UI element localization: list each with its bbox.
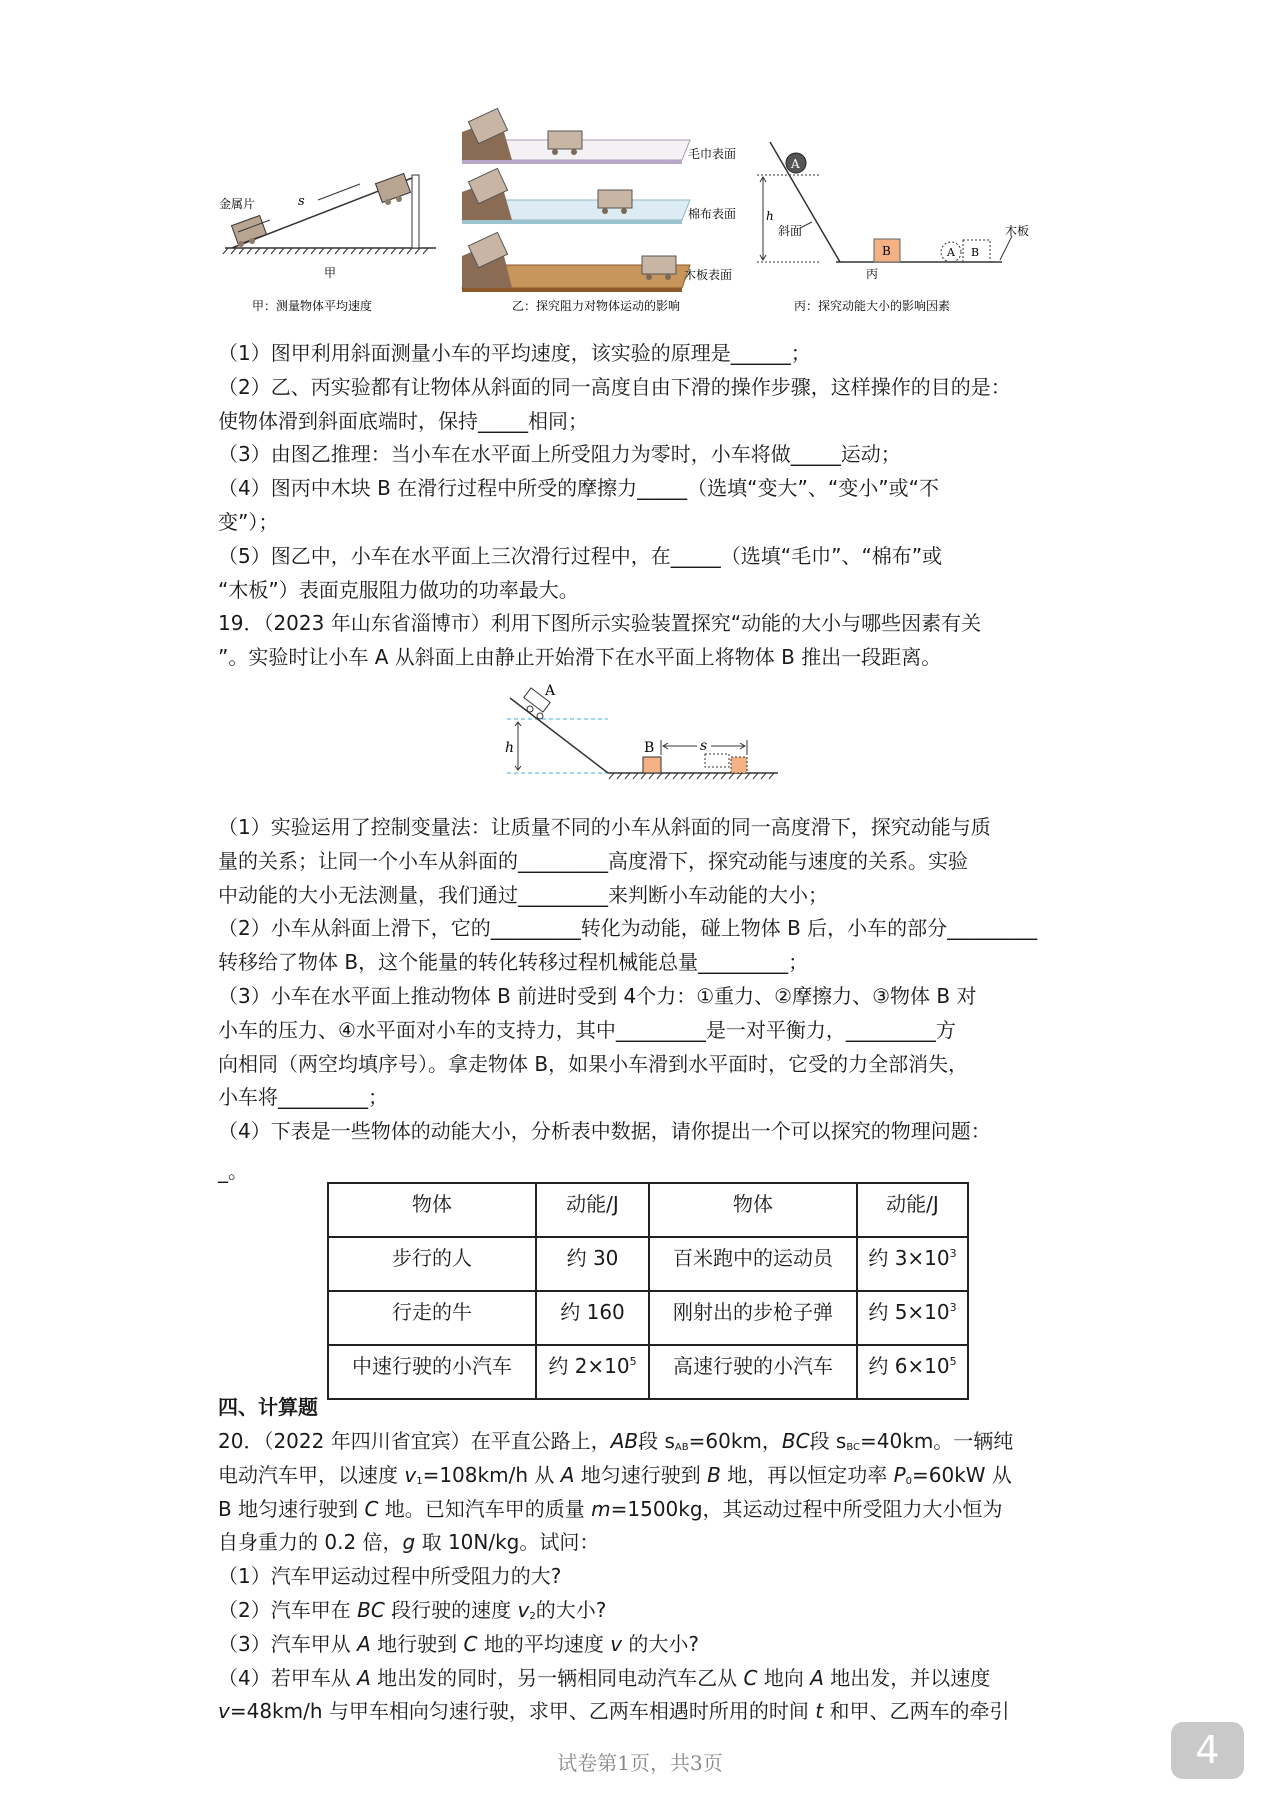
s-label: s [298,194,305,209]
surface-cotton [462,168,690,224]
block-b-label: B [644,740,655,756]
math-variable: A [357,1632,371,1656]
table-cell [536,1345,649,1399]
text-line [218,883,828,907]
table-cell [328,1345,536,1399]
math-variable: v [218,1699,230,1723]
text-run: 20．（2022 年四川省宜宾）在平直公路上， [218,1429,611,1453]
text-run: 变”）； [218,510,279,534]
text-run: 小车将_________； [218,1085,388,1109]
table-header: 动能/J [536,1183,649,1237]
text-line [218,815,991,839]
text-run: 约 2×10 [548,1354,630,1378]
slope-label: 斜面 [778,224,803,238]
text-run: 使物体滑到斜面底端时，保持_____相同； [218,409,588,433]
text-run: （2）小车从斜面上滑下，它的_________转化为动能，碰上物体 B 后，小车的部分_________ [218,916,1038,940]
s-label: s [700,738,708,754]
ghost-ball-label: A [947,246,955,259]
math-variable: g [402,1530,416,1554]
math-variable: AB [610,1429,639,1453]
text-line [218,1632,699,1656]
superscript: 3 [949,1301,957,1314]
text-run: 段 s [809,1429,847,1453]
text-run: _。 [218,1159,248,1183]
text-run: 向相同（两空均填序号）。拿走物体 B，如果小车滑到水平面时，它受的力全部消失， [218,1052,969,1076]
text-run: 段行驶的速度 [384,1598,518,1622]
math-variable: C [743,1666,758,1690]
text-line [218,1530,599,1554]
text-run: 19．（2023 年山东省淄博市）利用下图所示实验装置探究“动能的大小与哪些因素有关 [218,611,982,635]
table-row [328,1291,968,1345]
text-run: =60kW 从 [912,1463,1012,1487]
text-line [218,341,811,365]
table-cell [857,1345,968,1399]
table-cell [328,1237,536,1291]
text-run: 小车的压力、④水平面对小车的支持力，其中_________是一对平衡力，_________方 [218,1018,956,1042]
text-run: =1500kg，其运动过程中所受阻力大小恒为 [610,1497,1003,1521]
text-run: （4）图丙中木块 B 在滑行过程中所受的摩擦力_____（选填“变大”、“变小”或“不 [218,476,939,500]
text-run: 地的平均速度 [477,1632,611,1656]
figure-q19 [0,680,1280,800]
cart-icon [375,173,410,205]
text-run: 刚射出的步枪子弹 [673,1300,833,1324]
text-run: 的大小? [622,1632,700,1656]
table-cell [649,1291,857,1345]
table-header: 物体 [649,1183,857,1237]
text-line [218,1429,1013,1460]
math-variable: t [815,1699,824,1723]
text-run: 的大小? [535,1598,607,1622]
text-line [218,1564,561,1588]
subscript: 2 [529,1611,536,1622]
surface-label-wood: 木板表面 [684,268,733,282]
text-run: 地行驶到 [370,1632,464,1656]
text-run: （1）图甲利用斜面测量小车的平均速度，该实验的原理是______； [218,341,811,365]
text-line [218,544,942,568]
text-run: 自身重力的 0.2 倍， [218,1530,403,1554]
math-variable: m [591,1497,611,1521]
text-run: （4）下表是一些物体的动能大小，分析表中数据，请你提出一个可以探究的物理问题： [218,1119,991,1143]
text-run: 高速行驶的小汽车 [673,1354,833,1378]
text-run: =60km， [688,1429,782,1453]
fig-jia-label: 甲 [324,266,337,280]
table-cell [649,1345,857,1399]
text-run: 地出发的同时，另一辆相同电动汽车乙从 [370,1666,744,1690]
text-run: B 地匀速行驶到 [218,1497,365,1521]
text-run: 约 30 [566,1246,619,1270]
text-run: =40km。一辆纯 [860,1429,1014,1453]
text-line [218,645,941,669]
subscript: 0 [905,1476,912,1487]
text-line [218,1018,956,1042]
text-line [218,476,939,500]
text-line [218,1699,1009,1723]
text-run: 地匀速行驶到 [574,1463,708,1487]
text-run: （3）由图乙推理：当小车在水平面上所受阻力为零时，小车将做_____运动； [218,442,901,466]
text-run: （2）汽车甲在 [218,1598,358,1622]
ball-label: A [791,157,800,171]
superscript: 5 [949,1355,957,1368]
text-run: 约 160 [560,1300,625,1324]
text-line [218,1666,990,1690]
math-variable: BC [357,1598,385,1622]
math-variable: BC [781,1429,810,1453]
math-variable: A [810,1666,824,1690]
table-cell [328,1291,536,1345]
text-run: 地。已知汽车甲的质量 [378,1497,592,1521]
table-row [328,1345,968,1399]
text-run: 中速行驶的小汽车 [352,1354,512,1378]
surface-towel [462,108,690,164]
text-run: 地出发，并以速度 [823,1666,991,1690]
text-run: 和甲、乙两车的牵引 [823,1699,1010,1723]
text-run: 约 5×10 [868,1300,950,1324]
text-run: 百米跑中的运动员 [673,1246,833,1270]
table-cell [536,1291,649,1345]
text-run: 量的关系；让同一个小车从斜面的_________高度滑下，探究动能与速度的关系。实验 [218,849,968,873]
fig-bing-caption: 丙：探究动能大小的影响因素 [794,299,951,313]
text-run: 电动汽车甲，以速度 [218,1463,405,1487]
math-variable: v [610,1632,623,1656]
page-number-badge[interactable]: 4 [1171,1722,1244,1779]
surface-wood [462,232,690,292]
math-variable: v [517,1598,530,1622]
text-line [218,611,981,635]
text-line [218,1052,968,1076]
h-label: h [766,209,774,223]
table-row [328,1237,968,1291]
text-line [218,1119,991,1143]
text-run: “木板”）表面克服阻力做功的功率最大。 [218,578,579,602]
text-run: （1）汽车甲运动过程中所受阻力的大? [218,1564,562,1588]
fig-jia-caption: 甲：测量物体平均速度 [252,299,373,313]
cart-a-label: A [545,683,556,699]
table-header-row [328,1183,968,1237]
table-header: 物体 [328,1183,536,1237]
math-variable: C [364,1497,379,1521]
math-variable: A [560,1463,575,1487]
text-line [218,510,278,534]
page-footer: 试卷第1页，共3页 [557,1751,723,1775]
table-cell [857,1237,968,1291]
cart-icon [231,215,266,247]
subscript: 1 [416,1476,423,1487]
text-run: 转移给了物体 B，这个能量的转化转移过程机械能总量_________； [218,950,809,974]
ghost-block-label: B [971,246,980,259]
metal-label: 金属片 [219,197,256,211]
math-variable: B [707,1463,721,1487]
block-b [643,757,661,773]
table-cell [857,1291,968,1345]
section-heading: 四、计算题 [218,1395,318,1419]
subscript: AB [674,1442,689,1453]
figure-jia [219,173,436,313]
figure-yi [462,108,736,313]
text-run: 地向 [757,1666,811,1690]
text-run: 取 10N/kg。试问： [415,1530,600,1554]
subscript: BC [846,1442,861,1453]
text-line [218,409,588,433]
surface-label-cotton: 棉布表面 [688,207,737,221]
fig-bing-label: 丙 [866,267,879,281]
table-cell [649,1237,857,1291]
block-b-label: B [882,244,891,258]
text-run: 中动能的大小无法测量，我们通过_________来判断小车动能的大小； [218,883,828,907]
text-line [218,1159,248,1183]
text-run: =48km/h 与甲车相向匀速行驶，求甲、乙两车相遇时所用的时间 [229,1699,816,1723]
text-line [218,1598,606,1629]
math-variable: A [357,1666,371,1690]
text-run: 段 s [638,1429,675,1453]
fig-yi-caption: 乙：探究阻力对物体运动的影响 [512,299,681,313]
text-run: （2）乙、丙实验都有让物体从斜面的同一高度自由下滑的操作步骤，这样操作的目的是： [218,375,1011,399]
math-variable: v [404,1463,417,1487]
text-line [218,1085,388,1109]
text-run: （5）图乙中，小车在水平面上三次滑行过程中，在_____（选填“毛巾”、“棉布”或 [218,544,943,568]
figure-experiments [0,0,1280,330]
text-line [218,442,901,466]
text-run: （3）汽车甲从 [218,1632,358,1656]
math-variable: P [893,1463,906,1487]
text-run: （1）实验运用了控制变量法：让质量不同的小车从斜面的同一高度滑下，探究动能与质 [218,815,991,839]
text-line [218,950,808,974]
text-run: =108km/h 从 [422,1463,561,1487]
text-run: 地，再以恒定功率 [720,1463,894,1487]
text-line [218,1497,1003,1521]
table-header: 动能/J [857,1183,968,1237]
superscript: 5 [629,1355,637,1368]
text-line [218,849,968,873]
text-run: 行走的牛 [392,1300,472,1324]
figure-bing [757,142,1029,313]
surface-label-towel: 毛巾表面 [688,147,737,161]
text-line [218,984,976,1008]
text-line [218,1463,1012,1494]
board-label: 木板 [1005,224,1030,238]
math-variable: C [463,1632,478,1656]
text-line [218,375,1011,399]
h-label: h [505,740,515,756]
text-run: 约 6×10 [868,1354,950,1378]
superscript: 3 [949,1247,957,1260]
kinetic-energy-table [327,1182,969,1400]
text-run: 约 3×10 [868,1246,950,1270]
text-run: （4）若甲车从 [218,1666,358,1690]
text-run: 步行的人 [392,1246,472,1270]
text-run: ”。实验时让小车 A 从斜面上由静止开始滑下在水平面上将物体 B 推出一段距离。 [218,645,942,669]
text-run: （3）小车在水平面上推动物体 B 前进时受到 4个力：①重力、②摩擦力、③物体 B 对 [218,984,977,1008]
text-line [218,916,1037,940]
text-line [218,578,579,602]
table-cell [536,1237,649,1291]
